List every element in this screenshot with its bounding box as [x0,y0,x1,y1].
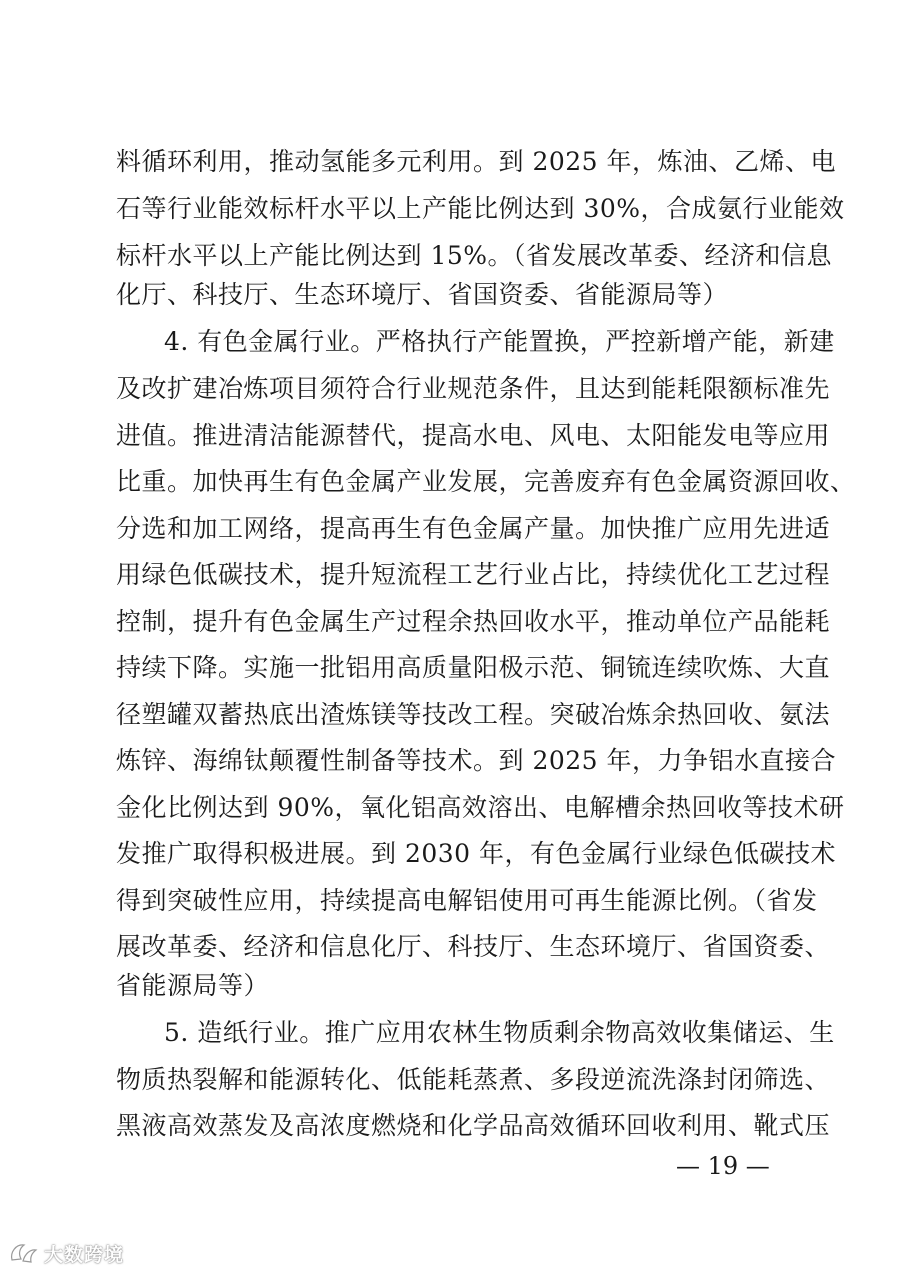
text-line: 金化比例达到 90%，氧化铝高效溶出、电解槽余热回收等技术研 [116,793,845,822]
text-line: 比重。加快再生有色金属产业发展，完善废弃有色金属资源回收、 [116,467,856,496]
text-line: 展改革委、经济和信息化厅、科技厅、生态环境厅、省国资委、 [116,932,831,961]
text-line: 标杆水平以上产能比例达到 15%。（省发展改革委、经济和信息 [116,241,833,270]
text-line: 石等行业能效标杆水平以上产能比例达到 30%，合成氨行业能效 [116,194,845,223]
watermark [8,1238,124,1268]
text-line: 料循环利用，推动氢能多元利用。到 2025 年，炼油、乙烯、电 [116,147,837,176]
logo-mark-icon [8,1240,38,1266]
text-line: 控制，提升有色金属生产过程余热回收水平，推动单位产品能耗 [116,607,831,636]
text-line: 用绿色低碳技术，提升短流程工艺行业占比，持续优化工艺过程 [116,560,831,589]
text-line: 炼锌、海绵钛颠覆性制备等技术。到 2025 年，力争铝水直接合 [116,746,837,775]
text-line: 分选和加工网络，提高再生有色金属产量。加快推广应用先进适 [116,514,831,543]
text-line: 持续下降。实施一批铝用高质量阳极示范、铜锍连续吹炼、大直 [116,653,831,682]
text-line: 黑液高效蒸发及高浓度燃烧和化学品高效循环回收利用、靴式压 [116,1111,831,1140]
text-line: 进值。推进清洁能源替代，提高水电、风电、太阳能发电等应用 [116,421,831,450]
page-number: — 19 — [676,1152,770,1180]
text-line: 及改扩建冶炼项目须符合行业规范条件，且达到能耗限额标准先 [116,374,831,403]
text-line: 物质热裂解和能源转化、低能耗蒸煮、多段逆流洗涤封闭筛选、 [116,1065,831,1094]
watermark-text: 大数跨境 [44,1243,125,1266]
text-line: 省能源局等） [116,971,270,1000]
text-line: 径塑罐双蓄热底出渣炼镁等技改工程。突破冶炼余热回收、氨法 [116,700,831,729]
text-line: 发推广取得积极进展。到 2030 年，有色金属行业绿色低碳技术 [116,839,837,868]
paragraph-heading-line: 4. 有色金属行业。严格执行产能置换，严控新增产能，新建 [164,327,835,356]
text-line: 得到突破性应用，持续提高电解铝使用可再生能源比例。（省发 [116,886,818,915]
paragraph-heading-line: 5. 造纸行业。推广应用农林生物质剩余物高效收集储运、生 [164,1018,835,1047]
text-line: 化厅、科技厅、生态环境厅、省国资委、省能源局等） [116,280,729,309]
